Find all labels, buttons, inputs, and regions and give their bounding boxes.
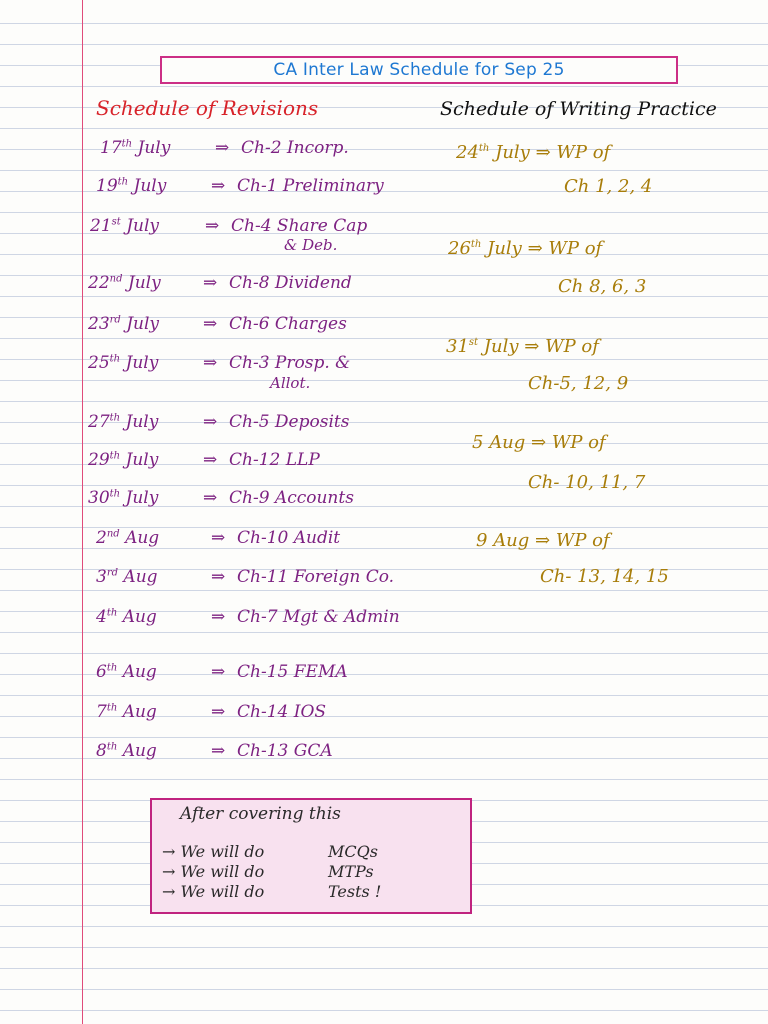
revision-item-continuation: & Deb. [284, 236, 338, 254]
revision-item: 17th July ⇒ Ch-2 Incorp. [100, 138, 349, 158]
revision-item: 29th July ⇒ Ch-12 LLP [88, 450, 320, 470]
practice-item: 24th July ⇒ WP of [456, 142, 611, 163]
revision-item: 22nd July ⇒ Ch-8 Dividend [88, 273, 352, 293]
revision-item: 8th Aug ⇒ Ch-13 GCA [96, 741, 333, 761]
revision-item: 30th July ⇒ Ch-9 Accounts [88, 488, 354, 508]
practice-chapters: Ch- 13, 14, 15 [540, 566, 669, 587]
margin-line [82, 0, 83, 1024]
page-title: CA Inter Law Schedule for Sep 25 [273, 60, 565, 80]
practice-item: 31st July ⇒ WP of [446, 336, 599, 357]
practice-item: 5 Aug ⇒ WP of [472, 432, 606, 453]
revision-item: 6th Aug ⇒ Ch-15 FEMA [96, 662, 348, 682]
revision-item: 21st July ⇒ Ch-4 Share Cap [90, 216, 368, 236]
note-line: → We will do MCQs [162, 842, 378, 861]
practice-chapters: Ch- 10, 11, 7 [528, 472, 646, 493]
practice-chapters: Ch 8, 6, 3 [558, 276, 647, 297]
revision-item: 4th Aug ⇒ Ch-7 Mgt & Admin [96, 607, 400, 627]
practice-chapters: Ch-5, 12, 9 [528, 373, 629, 394]
revision-item: 3rd Aug ⇒ Ch-11 Foreign Co. [96, 567, 395, 587]
revisions-heading: Schedule of Revisions [96, 96, 319, 120]
note-line: → We will do Tests ! [162, 882, 382, 901]
title-box [160, 56, 678, 84]
practice-chapters: Ch 1, 2, 4 [564, 176, 653, 197]
note-box [150, 798, 472, 914]
revision-item: 23rd July ⇒ Ch-6 Charges [88, 314, 347, 334]
practice-item: 9 Aug ⇒ WP of [476, 530, 610, 551]
revision-item-continuation: Allot. [270, 374, 311, 392]
practice-item: 26th July ⇒ WP of [448, 238, 603, 259]
note-line: → We will do MTPs [162, 862, 374, 881]
revision-item: 7th Aug ⇒ Ch-14 IOS [96, 702, 327, 722]
revision-item: 25th July ⇒ Ch-3 Prosp. & [88, 353, 351, 373]
writing-practice-heading: Schedule of Writing Practice [440, 98, 717, 120]
revision-item: 2nd Aug ⇒ Ch-10 Audit [96, 528, 341, 548]
revision-item: 27th July ⇒ Ch-5 Deposits [88, 412, 350, 432]
note-title: After covering this [180, 804, 341, 824]
revision-item: 19th July ⇒ Ch-1 Preliminary [96, 176, 384, 196]
